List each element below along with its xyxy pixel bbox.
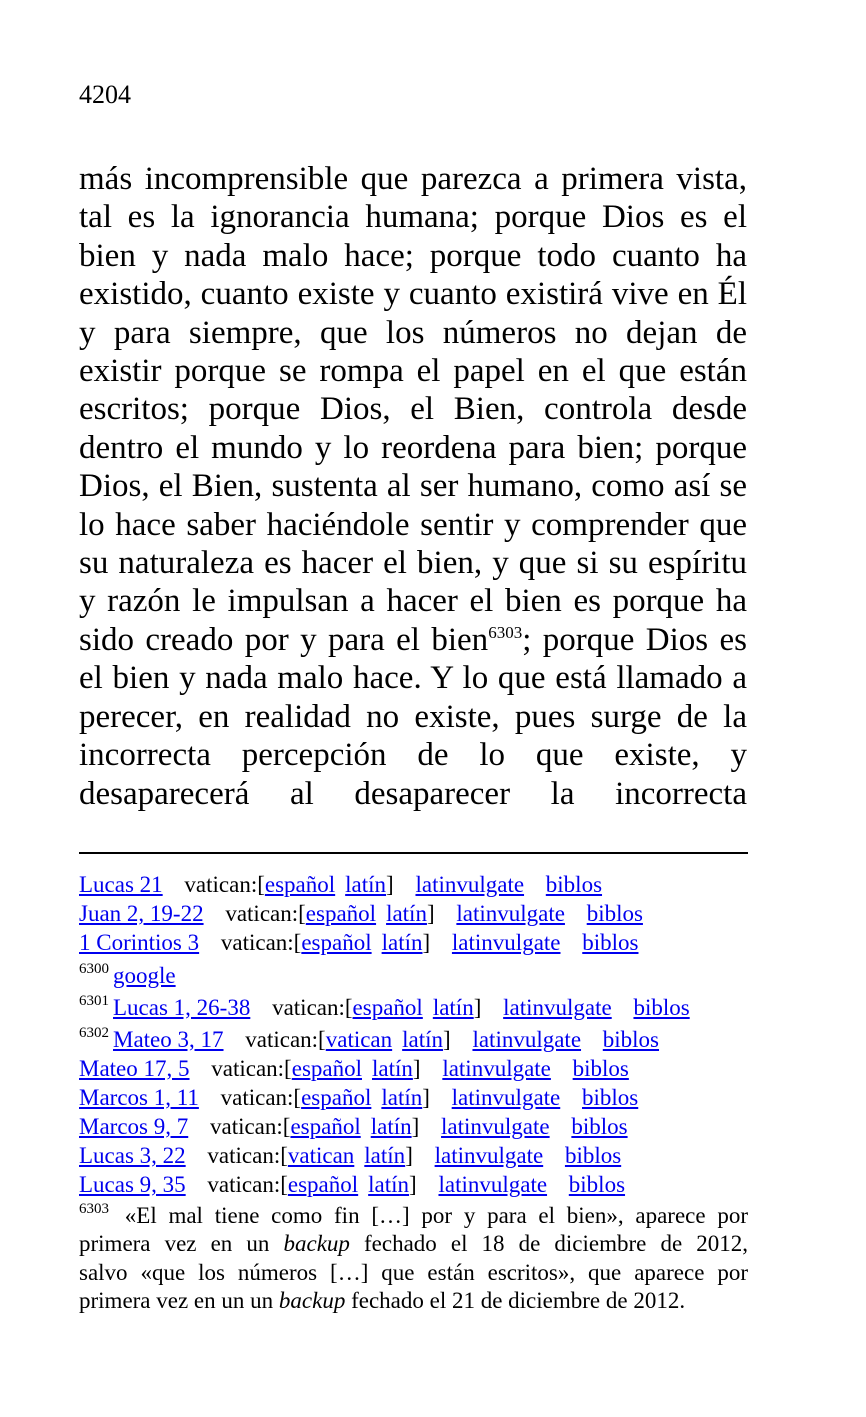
footnote-reference-line [79, 899, 748, 928]
latinvulgate-link[interactable]: latinvulgate [438, 1172, 548, 1198]
footnote-reference-line [79, 1170, 748, 1199]
footnote-6303-line: salvo «que los números […] que están escritos», que aparece por [79, 1259, 748, 1285]
latin-link[interactable]: latín [432, 994, 474, 1020]
footnote-text: fechado el 21 de diciembre de 2012. [345, 1288, 686, 1313]
footnote-reference-line [79, 1083, 748, 1112]
body-line-with-ref [79, 621, 747, 659]
footnote-number: 6303 [79, 1200, 109, 1217]
bible-ref-link[interactable]: Marcos 1, 11 [79, 1084, 199, 1110]
bible-ref-link[interactable]: Marcos 9, 7 [79, 1113, 189, 1139]
close-bracket: ] [411, 1113, 420, 1139]
footnote-emphasis: backup [278, 1288, 346, 1313]
close-bracket: ] [409, 1172, 417, 1198]
espanol-link[interactable]: español [287, 1172, 359, 1198]
biblos-link[interactable]: biblos [564, 1143, 622, 1169]
bible-ref-link[interactable]: Mateo 17, 5 [79, 1055, 190, 1081]
latinvulgate-link[interactable]: latinvulgate [451, 930, 561, 956]
espanol-link[interactable]: español [305, 901, 377, 927]
vatican-link[interactable]: vatican [287, 1143, 355, 1169]
body-line: lo hace saber haciéndole sentir y comprender que [79, 506, 747, 543]
footnote-text: fechado el 18 de diciembre de 2012, [349, 1231, 748, 1256]
biblos-link[interactable]: biblos [602, 1026, 660, 1052]
footnote-reference-line [79, 928, 748, 957]
footnote-reference-line [79, 1112, 748, 1141]
close-bracket: ] [422, 930, 431, 956]
espanol-link[interactable]: español [301, 930, 372, 956]
vatican-prefix: vatican:[ [272, 994, 353, 1020]
bible-ref-link[interactable]: Lucas 3, 22 [79, 1143, 186, 1169]
close-bracket: ] [386, 872, 394, 897]
latin-link[interactable]: latín [381, 1084, 423, 1110]
page-number: 4204 [79, 80, 131, 109]
latin-link[interactable]: latín [381, 930, 423, 956]
footnote-number: 6301 [79, 992, 109, 1009]
espanol-link[interactable]: español [264, 872, 336, 897]
vatican-link[interactable]: vatican [325, 1026, 393, 1052]
footnote-text: «El mal tiene como fin […] por y para el bien», aparece por [124, 1202, 749, 1228]
body-line: y para siempre, que los números no dejan de [79, 314, 747, 351]
footnote-reference-line [79, 1141, 748, 1170]
latinvulgate-link[interactable]: latinvulgate [415, 872, 525, 897]
footnote-6302 [79, 1022, 748, 1054]
vatican-prefix: vatican:[ [220, 1084, 302, 1110]
footnote-number: 6300 [79, 960, 109, 977]
body-line: perecer, en realidad no existe, pues surge de la [79, 698, 747, 735]
body-line: desaparecerá al desaparecer la incorrecta [79, 775, 747, 812]
biblos-link[interactable]: biblos [568, 1172, 626, 1198]
body-line: Dios, el Bien, sustenta al ser humano, como así se [79, 468, 747, 505]
footnote-reference-line [79, 1054, 748, 1083]
espanol-link[interactable]: español [291, 1055, 362, 1081]
espanol-link[interactable]: español [301, 1084, 372, 1110]
close-bracket: ] [473, 994, 482, 1020]
footnote-6300 [79, 958, 748, 990]
latinvulgate-link[interactable]: latinvulgate [451, 1084, 561, 1110]
footnote-6303-line [79, 1230, 748, 1259]
latin-link[interactable]: latín [370, 1113, 412, 1139]
footnote-6301 [79, 990, 748, 1022]
close-bracket: ] [405, 1143, 413, 1169]
footnote-6303 [79, 1202, 748, 1316]
body-line: dentro el mundo y lo reordena para bien; porque [79, 429, 747, 466]
vatican-prefix: vatican:[ [207, 1172, 288, 1198]
vatican-prefix: vatican:[ [225, 901, 306, 927]
body-text [79, 160, 747, 813]
bible-ref-link[interactable]: Lucas 1, 26-38 [113, 994, 251, 1020]
vatican-prefix: vatican:[ [184, 872, 265, 897]
vatican-prefix: vatican:[ [207, 1143, 288, 1169]
body-text-segment: ; porque Dios es [522, 621, 747, 658]
latinvulgate-link[interactable]: latinvulgate [456, 901, 565, 927]
bible-ref-link[interactable]: Juan 2, 19-22 [79, 901, 204, 927]
body-line: escritos; porque Dios, el Bien, controla desde [79, 391, 747, 428]
body-line: su naturaleza es hacer el bien, y que si su espíritu [79, 545, 747, 582]
vatican-prefix: vatican:[ [211, 1055, 292, 1081]
bible-ref-link[interactable]: Mateo 3, 17 [113, 1026, 224, 1052]
body-line: más incomprensible que parezca a primera vista, [79, 161, 747, 197]
close-bracket: ] [443, 1026, 451, 1052]
latinvulgate-link[interactable]: latinvulgate [441, 1113, 550, 1139]
body-line: y razón le impulsan a hacer el bien es porque ha [79, 583, 747, 620]
latin-link[interactable]: latín [372, 1055, 413, 1081]
close-bracket: ] [412, 1055, 421, 1081]
footnote-text: primera vez en un un [79, 1288, 279, 1313]
biblos-link[interactable]: biblos [586, 901, 643, 927]
biblos-link[interactable]: biblos [633, 994, 690, 1020]
latinvulgate-link[interactable]: latinvulgate [472, 1026, 582, 1052]
latin-link[interactable]: latín [345, 872, 387, 897]
body-line: el bien y nada malo hace. Y lo que está llamado a [79, 660, 747, 697]
body-text-segment: sido creado por y para el bien [79, 621, 489, 658]
google-link[interactable]: google [113, 962, 176, 988]
vatican-prefix: vatican:[ [245, 1026, 326, 1052]
latinvulgate-link[interactable]: latinvulgate [434, 1143, 544, 1169]
footnotes [79, 870, 748, 1316]
latin-link[interactable]: latín [368, 1172, 410, 1198]
close-bracket: ] [426, 901, 435, 927]
footnote-emphasis: backup [283, 1231, 350, 1256]
bible-ref-link[interactable]: 1 Corintios 3 [79, 930, 200, 956]
biblos-link[interactable]: biblos [545, 872, 603, 897]
latinvulgate-link[interactable]: latinvulgate [503, 994, 612, 1020]
bible-ref-link[interactable]: Lucas 21 [79, 872, 163, 897]
footnote-6303-line [79, 1287, 748, 1316]
vatican-prefix: vatican:[ [220, 930, 302, 956]
latin-link[interactable]: latín [386, 901, 427, 927]
latin-link[interactable]: latín [364, 1143, 406, 1169]
body-line: tal es la ignorancia humana; porque Dios es el [79, 199, 747, 236]
footnote-divider [79, 852, 748, 854]
latinvulgate-link[interactable]: latinvulgate [442, 1055, 551, 1081]
footnote-reference-line [79, 870, 748, 899]
biblos-link[interactable]: biblos [571, 1113, 628, 1139]
latin-link[interactable]: latín [402, 1026, 444, 1052]
body-line: existido, cuanto existe y cuanto existirá vive en Él [79, 276, 747, 313]
biblos-link[interactable]: biblos [582, 930, 639, 956]
biblos-link[interactable]: biblos [582, 1084, 639, 1110]
biblos-link[interactable]: biblos [572, 1055, 629, 1081]
body-line: incorrecta percepción de lo que existe, y [79, 737, 747, 774]
body-line: existir porque se rompa el papel en el que están [79, 353, 747, 390]
footnote-number: 6302 [79, 1024, 109, 1041]
vatican-prefix: vatican:[ [209, 1113, 291, 1139]
footnote-ref-6303[interactable]: 6303 [488, 622, 523, 642]
bible-ref-link[interactable]: Lucas 9, 35 [79, 1172, 186, 1198]
footnote-6303-line [79, 1202, 748, 1231]
espanol-link[interactable]: español [290, 1113, 361, 1139]
close-bracket: ] [422, 1084, 430, 1110]
body-line: bien y nada malo hace; porque todo cuanto ha [79, 237, 747, 274]
footnote-text: primera vez en un [79, 1231, 284, 1256]
espanol-link[interactable]: español [352, 994, 423, 1020]
